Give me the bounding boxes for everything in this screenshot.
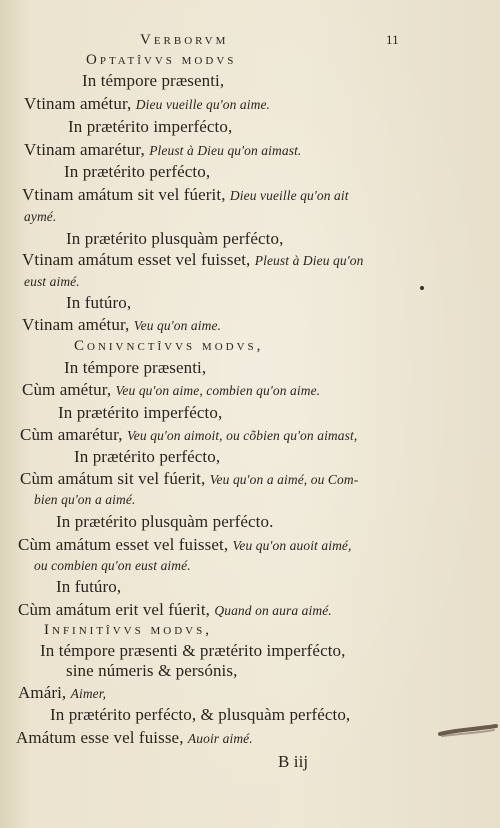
tense-label: In prætérito imperfécto, (68, 117, 233, 136)
tense-label: In prætérito perfécto, & plusquàm perfécto, (50, 705, 351, 724)
conjugation-line (22, 315, 221, 336)
french-gloss: Veu qu'on a aimé, ou Com- (209, 472, 359, 487)
french-gloss: Dieu vueille qu'on ait (229, 188, 349, 203)
french-gloss: Veu qu'on aime. (133, 318, 222, 333)
mood-heading: Conivnctîvvs modvs, (74, 338, 264, 354)
french-gloss: Quand on aura aimé. (214, 603, 332, 618)
french-gloss: Veu qu'on auoit aimé, (232, 538, 352, 553)
mood-heading: Optatîvvs modvs (86, 52, 237, 68)
conjugation-line (22, 250, 363, 271)
conjugation-line (20, 425, 357, 446)
latin-form: Vtinam amarétur, (24, 140, 145, 159)
conjugation-line (20, 469, 358, 490)
tense-label: In prætérito perfécto, (64, 162, 211, 181)
latin-form: Cùm amarétur, (20, 425, 123, 444)
latin-form: Vtinam amátum esset vel fuisset, (22, 250, 251, 269)
latin-form: Vtinam amétur, (22, 315, 130, 334)
tense-label: In prætérito perfécto, (74, 447, 221, 466)
ink-dot (420, 286, 424, 290)
french-gloss: Veu qu'on aimoit, ou cõbien qu'on aimast, (126, 428, 358, 443)
latin-form: Amátum esse vel fuisse, (16, 728, 184, 747)
conjugation-line (18, 683, 106, 704)
french-continuation: eust aimé. (24, 274, 80, 289)
latin-form: Vtinam amátum sit vel fúerit, (22, 185, 226, 204)
latin-form: Amári, (18, 683, 67, 702)
french-continuation: aymé. (24, 209, 57, 224)
conjugation-line (22, 185, 349, 206)
tense-label: In témpore præsenti, (82, 71, 225, 90)
tense-label: In futúro, (66, 293, 132, 312)
french-gloss: Pleust à Dieu qu'on (254, 253, 364, 268)
latin-form: Vtinam amétur, (24, 94, 132, 113)
french-gloss: Auoir aimé. (187, 731, 253, 746)
conjugation-line (16, 728, 253, 749)
french-gloss: Dieu vueille qu'on aime. (135, 97, 271, 112)
latin-form: Cùm amátum esset vel fuisset, (18, 535, 229, 554)
tense-label: In prætérito plusquàm perfécto, (66, 229, 284, 248)
tense-label: sine númeris & persónis, (66, 661, 238, 680)
tense-label: In prætérito imperfécto, (58, 403, 223, 422)
french-continuation: ou combien qu'on eust aimé. (34, 558, 191, 573)
conjugation-line (18, 535, 352, 556)
latin-form: Cùm amátum erit vel fúerit, (18, 600, 211, 619)
conjugation-line (24, 94, 270, 115)
signature-mark: B iij (278, 752, 309, 771)
mood-heading: Infinitîvvs modvs, (44, 622, 212, 638)
latin-form: Cùm amátum sit vel fúerit, (20, 469, 206, 488)
tense-label: In témpore præsenti, (64, 358, 207, 377)
running-title: Verborvm (140, 32, 229, 48)
ink-stroke-mark (436, 718, 500, 744)
conjugation-line (22, 380, 320, 401)
french-gloss: Aimer, (70, 686, 107, 701)
french-continuation: bien qu'on a aimé. (34, 492, 136, 507)
conjugation-line (18, 600, 332, 621)
french-gloss: Veu qu'on aime, combien qu'on aime. (115, 383, 321, 398)
conjugation-line (24, 140, 301, 161)
french-gloss: Pleust à Dieu qu'on aimast. (149, 143, 302, 158)
tense-label: In témpore præsenti & prætérito imperfécto, (40, 641, 346, 660)
page-number: 11 (386, 32, 399, 47)
tense-label: In prætérito plusquàm perfécto. (56, 512, 274, 531)
latin-form: Cùm amétur, (22, 380, 112, 399)
tense-label: In futúro, (56, 577, 122, 596)
